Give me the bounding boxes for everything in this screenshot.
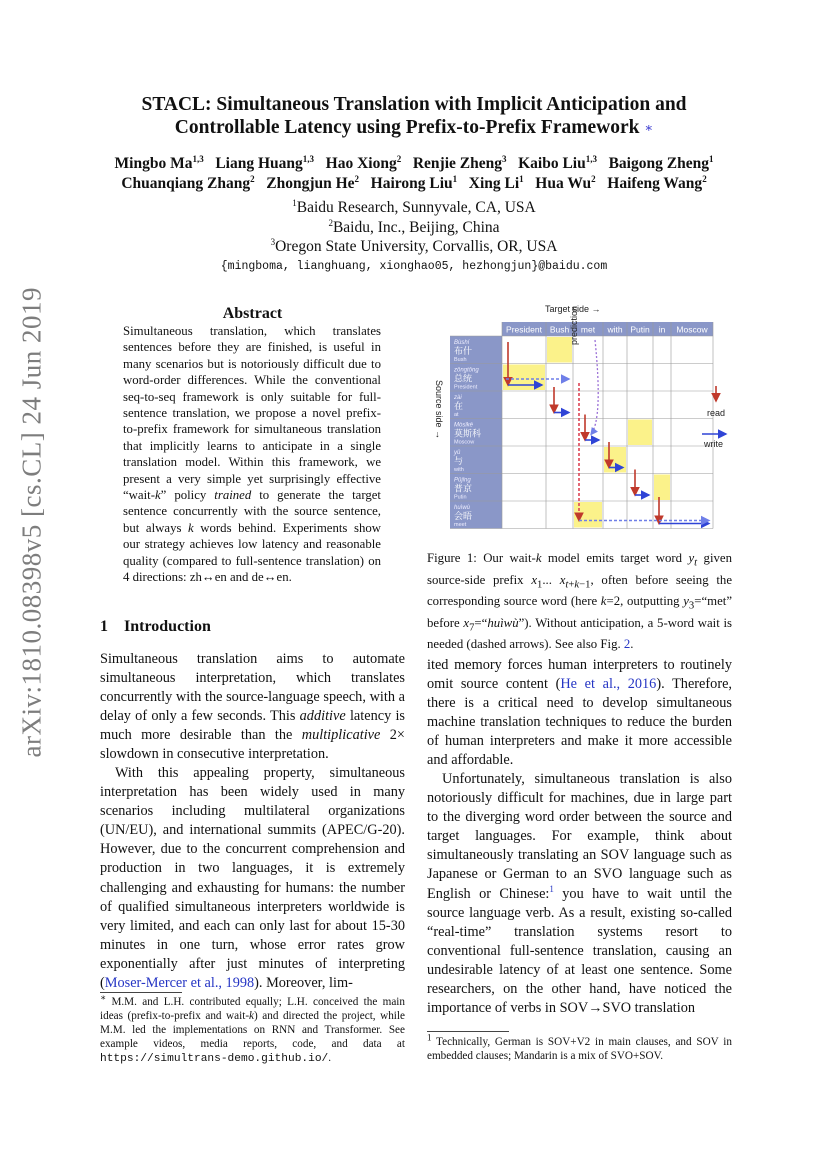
source-gloss: Bush: [454, 357, 467, 363]
footnote-rule: [427, 1031, 509, 1032]
source-gloss: with: [454, 467, 464, 473]
target-word: with: [607, 324, 623, 335]
footnote-1: $^1$ Technically, German is SOV+V2 in main clauses, and SOV in embedded clauses; Mandarin is a mix of SVO+SOV.: [427, 1032, 732, 1062]
intro-paragraph-3: ited memory forces human interpreters to routinely omit source content (He et al., 2016). Therefore, there is a critical need to develop simultaneous machine translation techniques to reduce the burden of human interpreters and make it more accessible and affordable.: [427, 657, 732, 769]
source-pinyin: Mòsīkē: [454, 422, 474, 429]
section-heading-introduction: [100, 618, 211, 636]
target-word: President: [506, 324, 542, 335]
source-chinese: 普京: [454, 484, 473, 495]
source-gloss: Putin: [454, 494, 467, 501]
source-chinese: 总统: [454, 374, 473, 385]
figure-2-link[interactable]: 2: [623, 637, 631, 652]
demo-url-link[interactable]: https://simultrans-demo.github.io/: [100, 1053, 329, 1065]
intro-paragraph-2: With this appealing property, simultaneous interpretation has been widely used in many scenarios including multilateral organizations (UN/EU), and international summits (APEC/G-20). However, due to the concurrent comprehension and production in two languages, it is extremely challenging and exhausting for humans: the number of qualified simultaneous interpreters worldwide is very limited, and each can only last for about 15-30 minutes in one turn, whose error rates grow exponentially after just minutes of interpreting (Moser-Mercer et al., 1998). Moreover, lim-: [100, 765, 405, 992]
figure-1-waitk-diagram: [420, 300, 740, 540]
source-pinyin: zǒngtǒng: [454, 367, 479, 374]
arxiv-identifier: arXiv:1810.08398v5 [cs.CL] 24 Jun 2019: [16, 287, 47, 758]
section-title: Introduction: [124, 618, 211, 635]
source-chinese: 在: [454, 402, 464, 412]
source-chinese: 莫斯科: [454, 429, 482, 440]
citation-link[interactable]: Moser-Mercer et al., 1998: [104, 975, 255, 992]
footnote-rule: [100, 992, 182, 993]
source-gloss: Moscow: [454, 439, 475, 446]
title-footnote-mark[interactable]: ∗: [644, 120, 654, 135]
abstract-body: Simultaneous translation, which translates sentences before they are finished, is useful in many scenarios but is notoriously difficult due to word-order differences. While the conventional seq-to-seq framework is only suitable for full-sentence translation, we propose a novel prefix-to-prefix framework for simultaneous translation that implicitly learns to anticipate in a single translation model. Within this framework, we present a very simple yet surprisingly effective “wait-k” policy trained to generate the target sentence concurrently with the source sentence, but always k words behind. Experiments show our strategy achieves low latency and reasonable quality (compared to full-sentence translation) on 4 directions: zh↔en and de↔en.: [123, 324, 381, 585]
section-number: 1: [100, 618, 108, 635]
figure-1-caption: Figure 1: Our wait-k model emits target word $y_t$ given source-side prefix $x_1$... $x_{t+k-1}$, often before seeing the corresponding source word (here k=2, outputting $y_3=“met$” before $x_7=“huìwù$”). Without anticipation, a 5-word wait is needed (dashed arrows). See also Fig. 2.: [427, 551, 733, 652]
source-chinese: 布什: [454, 347, 473, 357]
source-chinese: 与: [454, 457, 464, 467]
anticipation-cell: [604, 447, 626, 473]
source-pinyin: Bùshí: [454, 340, 470, 346]
authors-line-1: Mingbo Ma$^{1,3}$ Liang Huang$^{1,3}$ Hao Xiong$^2$ Renjie Zheng$^3$ Kaibo Liu$^{1,3}$ Baigong Zheng$^1$: [114, 153, 714, 172]
alignment-grid: [450, 322, 713, 529]
target-word: Bush: [549, 324, 570, 335]
abstract-heading: Abstract: [222, 305, 283, 322]
write-legend-label: write: [704, 439, 724, 449]
target-side-label: Target side →: [545, 304, 601, 314]
read-legend-label: read: [707, 408, 726, 418]
prediction-arrow: [591, 340, 598, 435]
target-word: Moscow: [676, 324, 708, 335]
citation-link[interactable]: He et al., 2016: [560, 676, 657, 693]
prediction-label: prediction: [569, 305, 579, 345]
target-word: Putin: [630, 324, 650, 335]
affiliation-3: $^3$Oregon State University, Corvallis, OR, USA: [270, 236, 558, 255]
target-word: met: [580, 324, 596, 335]
source-pinyin: zài: [454, 395, 462, 401]
anticipation-cell: [503, 365, 545, 391]
anticipation-cell: [654, 475, 670, 501]
source-side-label: Source side →: [434, 380, 444, 440]
target-word: in: [658, 324, 666, 335]
source-gloss: meet: [454, 522, 467, 528]
source-gloss: at: [454, 412, 459, 418]
source-pinyin: huìwù: [454, 505, 471, 511]
affiliations: [60, 198, 768, 257]
source-gloss: President: [454, 384, 478, 391]
intro-paragraph-1: Simultaneous translation aims to automate simultaneous interpretation, which translates concurrently with the source-language speech, with a delay of only a few seconds. This additive latency is much more desirable than the multiplicative 2× slowdown in consecutive interpretation.: [100, 651, 405, 763]
anticipation-cell: [628, 420, 652, 446]
title-line-2: Controllable Latency using Prefix-to-Prefix Framework: [174, 117, 640, 138]
author-list: [60, 154, 768, 194]
footnote-1-link[interactable]: 1: [549, 883, 554, 894]
intro-paragraph-4: Unfortunately, simultaneous translation is also notoriously difficult for machines, due in large part to the diverging word order between the source and target languages. For example, think about simultaneously translating an SOV language such as Japanese or German to an SVO language such as English or Chinese:$^1$ you have to wait until the source language verb. As a result, existing so-called “real-time” translation systems resort to conventional full-sentence translation, causing an undesirable latency of at least one sentence. Some researchers, on the other hand, have noticed the importance of verbs in SOV→SVO translation: [427, 771, 733, 1017]
affiliation-1: $^1$Baidu Research, Sunnyvale, CA, USA: [292, 197, 536, 216]
author-emails: {mingboma, lianghuang, xionghao05, hezhongjun}@baidu.com: [220, 260, 608, 273]
authors-line-2: Chuanqiang Zhang$^2$ Zhongjun He$^2$ Hairong Liu$^1$ Xing Li$^1$ Hua Wu$^2$ Haifeng Wang$^2$: [121, 173, 707, 192]
source-pinyin: yǔ: [454, 450, 461, 456]
footnote-star: ∗ M.M. and L.H. contributed equally; L.H. conceived the main ideas (prefix-to-prefix and wait-k) and directed the project, while M.M. led the implementations on RNN and Transformer. See example videos, media reports, code, and data at https://simultrans-demo.github.io/.: [100, 992, 405, 1065]
paper-title: [80, 93, 748, 139]
affiliation-2: $^2$Baidu, Inc., Beijing, China: [328, 217, 500, 236]
source-pinyin: Pǔjīng: [454, 477, 471, 484]
source-chinese: 会晤: [454, 512, 473, 522]
title-line-1: STACL: Simultaneous Translation with Implicit Anticipation and: [141, 94, 687, 115]
